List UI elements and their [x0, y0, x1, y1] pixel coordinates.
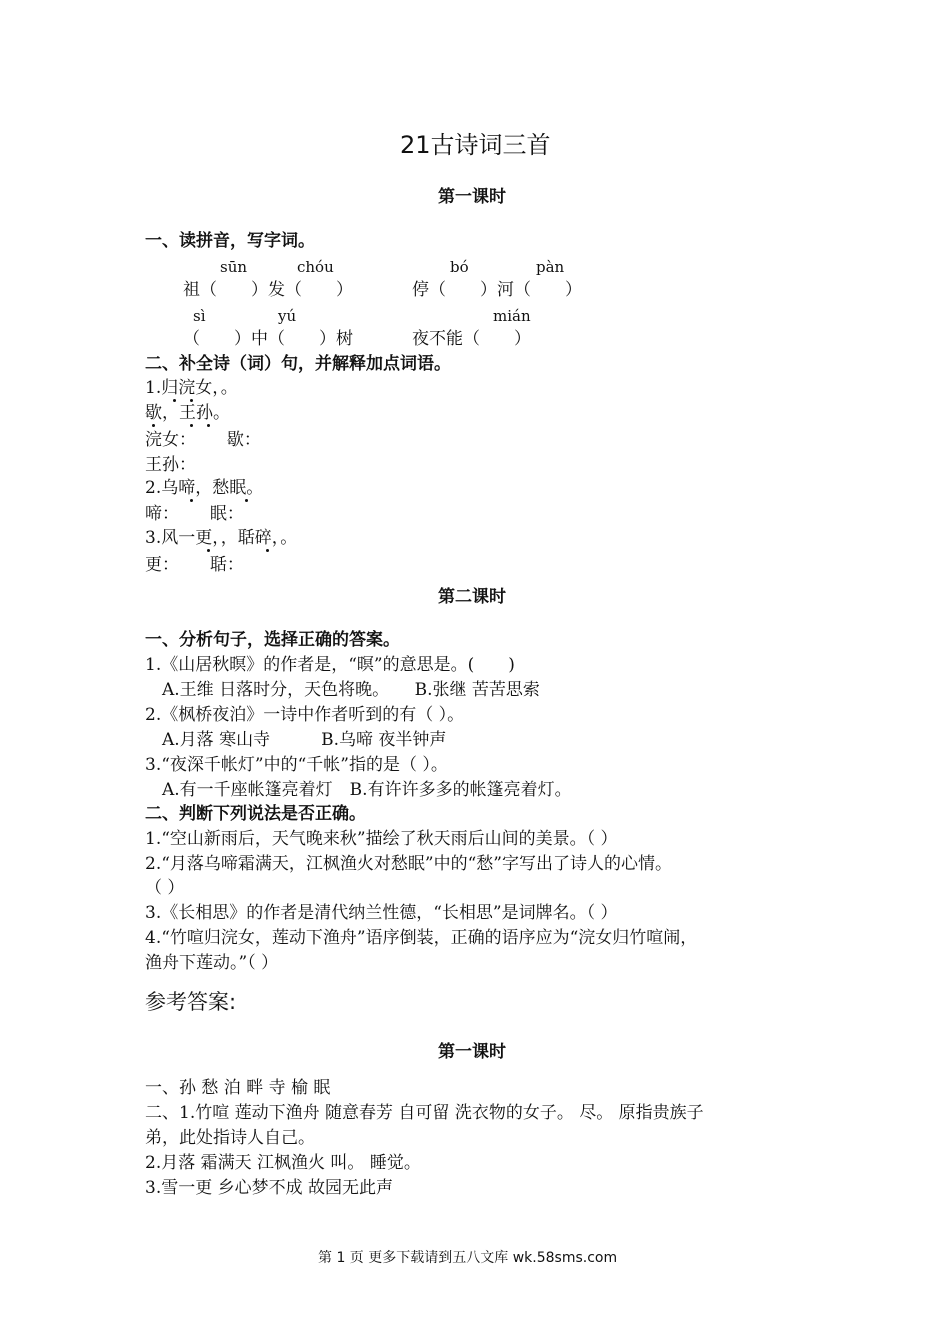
pinyin-blank-row: 祖（ ）发（ ）	[183, 280, 353, 300]
question-line: 王孙：	[145, 455, 196, 475]
question-line: 1.《山居秋暝》的作者是，“暝”的意思是。( )	[145, 655, 515, 675]
pinyin: chóu	[297, 258, 334, 276]
judgement-line: 1.“空山新雨后，天气晚来秋”描绘了秋天雨后山间的美景。（ ）	[145, 829, 618, 849]
judgement-line: （ ）	[145, 878, 185, 898]
emphasis-dot	[207, 549, 210, 552]
pinyin-blank-row: 停（ ）河（ ）	[412, 280, 582, 300]
judgement-line: 渔舟下莲动。”（ ）	[145, 953, 279, 973]
answers-heading: 参考答案:	[145, 990, 237, 1014]
answer-line: 一、孙 愁 泊 畔 寺 榆 眠	[145, 1078, 331, 1098]
question-line: 2.乌啼，愁眠。	[145, 478, 264, 498]
emphasis-dot	[152, 424, 155, 427]
option-line: A.月落 寒山寺 B.乌啼 夜半钟声	[145, 730, 447, 750]
page-footer: 第 1 页 更多下载请到五八文库 wk.58sms.com	[318, 1250, 618, 1266]
pinyin: sūn	[220, 258, 248, 276]
emphasis-dot	[190, 399, 193, 402]
emphasis-dot	[190, 424, 193, 427]
pinyin-blank-row: 夜不能（ ）	[412, 329, 531, 349]
pinyin: pàn	[536, 258, 565, 276]
question-line: 啼： 眠：	[145, 504, 244, 524]
judgement-line: 4.“竹喧归浣女，莲动下渔舟”语序倒装，正确的语序应为“浣女归竹喧闹，	[145, 928, 698, 948]
lesson1-section1-heading: 一、读拼音，写字词。	[145, 231, 315, 251]
option-line: A.有一千座帐篷亮着灯 B.有许许多多的帐篷亮着灯。	[145, 780, 572, 800]
lesson2-heading: 第二课时	[438, 587, 506, 607]
question-line: 浣女： 歇：	[145, 430, 261, 450]
pinyin: bó	[450, 258, 469, 276]
question-line: 歇，王孙。	[145, 403, 230, 423]
lesson1-section2-heading: 二、补全诗（词）句，并解释加点词语。	[145, 354, 451, 374]
emphasis-dot	[173, 399, 176, 402]
answer-line: 二、1.竹喧 莲动下渔舟 随意春芳 自可留 洗衣物的女子。 尽。 原指贵族子	[145, 1103, 704, 1123]
question-line: 2.《枫桥夜泊》一诗中作者听到的有（ ）。	[145, 705, 465, 725]
pinyin: yú	[278, 307, 297, 325]
question-line: 更： 聒：	[145, 555, 244, 575]
emphasis-dot	[190, 499, 193, 502]
question-line: 1.归浣女，。	[145, 378, 238, 398]
lesson2-section1-heading: 一、分析句子，选择正确的答案。	[145, 630, 400, 650]
answer-line: 2.月落 霜满天 江枫渔火 叫。 睡觉。	[145, 1153, 421, 1173]
judgement-line: 2.“月落乌啼霜满天，江枫渔火对愁眠”中的“愁”字写出了诗人的心情。	[145, 854, 672, 874]
judgement-line: 3.《长相思》的作者是清代纳兰性德，“长相思”是词牌名。（ ）	[145, 903, 618, 923]
emphasis-dot	[266, 549, 269, 552]
page-title: 21古诗词三首	[400, 131, 551, 159]
emphasis-dot	[245, 499, 248, 502]
lesson2-section2-heading: 二、判断下列说法是否正确。	[145, 804, 366, 824]
answer-line: 弟，此处指诗人自己。	[145, 1128, 315, 1148]
option-line: A.王维 日落时分，天色将晚。 B.张继 苦苦思索	[145, 680, 540, 700]
pinyin-blank-row: （ ）中（ ）树	[183, 329, 353, 349]
question-line: 3.“夜深千帐灯”中的“千帐”指的是（ ）。	[145, 755, 448, 775]
answer-line: 3.雪一更 乡心梦不成 故园无此声	[145, 1178, 394, 1198]
question-line: 3.风一更，，聒碎，。	[145, 528, 298, 548]
lesson1-heading: 第一课时	[438, 187, 506, 207]
emphasis-dot	[207, 424, 210, 427]
pinyin: sì	[193, 307, 206, 325]
pinyin: mián	[493, 307, 531, 325]
answers-lesson-heading: 第一课时	[438, 1042, 506, 1062]
